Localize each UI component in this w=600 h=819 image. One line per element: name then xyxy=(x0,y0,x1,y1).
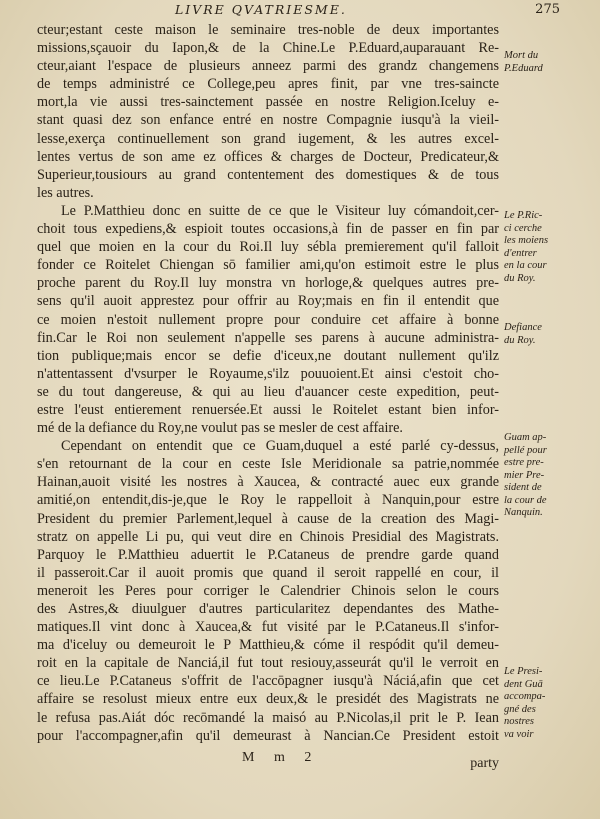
text-line: stratz on appelle Li pu, qui veut dire en Chinois Presidial des Magistrats. xyxy=(37,528,499,545)
text-line: cteur,aiant l'espace de plusieurs anneez parmi des grandz changemens xyxy=(37,58,499,75)
margin-note-line: du Roy. xyxy=(504,272,536,284)
text-line: matiques.Il vint donc à Xaucea,& fut visité par le P.Cataneus.Il s'infor- xyxy=(37,619,499,636)
paragraph xyxy=(37,202,499,437)
text-line: estre l'eust entierement renuersée.Et aussi le Roitelet estant bien infor- xyxy=(37,401,499,418)
text-line: meneroit les Peres pour corriger le Calendrier Chinois selon le cours xyxy=(37,582,499,599)
margin-note-line: accompa- xyxy=(504,691,546,702)
text-line: Hainan,auoit visité les nostres à Xaucea, & contracté auec eux grande xyxy=(37,474,499,491)
text-line: lesse,exerça continuellement son grand iugement, & les autres excel- xyxy=(37,130,499,147)
text-line: le refusa pas.Aiát dóc recōmandé la maisó au P.Nicolas,il prit le P. Iean xyxy=(37,709,499,726)
margin-note-line: nostres xyxy=(504,716,534,727)
text-line: cteur;estant ceste maison le seminaire tres-noble de deux importantes xyxy=(37,22,499,38)
text-line: se du tout dangereuse, & qui au lieu d'auancer ceste expedition, peut- xyxy=(37,383,499,400)
margin-note-line: Defiance xyxy=(504,322,542,333)
text-line: fin.Car le Roi non seulement n'appelle ses parens à aucune administra- xyxy=(37,329,499,346)
text-line: n'attentassent d'vsurper le Royaume,s'ilz pouuoient.Et ainsi c'estoit cho- xyxy=(37,365,499,382)
margin-note-line: d'entrer xyxy=(504,247,537,259)
text-line: Superieur,tousiours au grand contentement des domestiques & de tous xyxy=(37,166,499,183)
main-text xyxy=(37,21,499,745)
margin-note-line: Guam ap- xyxy=(504,432,547,443)
paragraph xyxy=(37,437,499,745)
text-line: ce lieu.Le P.Cataneus s'offrit de l'accōpagner iusqu'à Náciá,afin que cet xyxy=(37,673,499,690)
margin-note-line: la cour de xyxy=(504,494,547,506)
margin-note-line: Mort du xyxy=(504,50,539,61)
margin-note-line: gné des xyxy=(504,703,536,715)
signature-mark: M m 2 xyxy=(242,750,320,765)
margin-note-line: pellé pour xyxy=(504,444,547,456)
text-line: Le P.Matthieu donc en suitte de ce que le Visiteur luy cómandoit,cer- xyxy=(61,202,499,219)
text-line: Parquoy le P.Matthieu aduertit le P.Cataneus de prendre garde quand xyxy=(37,546,499,563)
text-line: missions,sçauoir du Iapon,& de la Chine.Le P.Eduard,auparauant Re- xyxy=(37,40,499,57)
text-line: lentes vertus de son ame ez offices & charges de Docteur, Predicateur,& xyxy=(37,148,499,165)
text-line: de temps administré ce College,peu apres finit, par vne tres-saincte xyxy=(37,76,499,93)
text-line: ce moien n'estoit nullement propre pour conduire cet affaire à bonne xyxy=(37,311,499,328)
text-line: amitié,on entendit,dis-je,que le Roy le rappelloit à Nanquin,pour estre xyxy=(37,492,499,509)
page-header xyxy=(40,2,560,20)
margin-note-line: Le Presi- xyxy=(504,666,543,677)
margin-note-line: va voir xyxy=(504,728,534,740)
text-line: s'en retournant de la cour en ceste Isle Meridionale sa patrie,nommée xyxy=(37,456,499,473)
text-line: mort,la vie aussi tres-sainctement passée en nostre Religion.Iceluy e- xyxy=(37,94,499,111)
text-line: les autres. xyxy=(37,184,94,201)
text-line: il passeroit.Car il auoit promis que quand il seroit rappellé en cour, il xyxy=(37,564,499,581)
text-line: sens qu'il auoit apprestez pour offrir au Roy;mais en fin il entendit que xyxy=(37,293,499,310)
text-line: fonder ce Roitelet Chiengan sō familier ami,qu'on estimoit estre le plus xyxy=(37,257,499,274)
page-number: 275 xyxy=(535,2,560,17)
text-line: Cependant on entendit que ce Guam,duquel a esté parlé cy-dessus, xyxy=(61,438,499,455)
margin-note-line: Le P.Ric- xyxy=(504,210,543,221)
margin-note-line: sident de xyxy=(504,482,542,493)
text-line: ma d'iceluy ou demeuroit le P Matthieu,& cóme il respódit qu'il demeu- xyxy=(37,637,499,654)
running-title: LIVRE QVATRIESME. xyxy=(175,2,347,17)
margin-note-mort-du-p-eduard xyxy=(504,50,588,75)
catchword: party xyxy=(470,756,499,771)
margin-note-line: ci cerche xyxy=(504,222,542,234)
margin-note-line: P.Eduard xyxy=(504,62,543,74)
margin-note-line: du Roy. xyxy=(504,334,536,346)
margin-note-line: en la cour xyxy=(504,260,547,271)
text-line: President du premier Parlement,lequel à cause de la creation des Magi- xyxy=(37,510,499,527)
margin-note-le-president-guam xyxy=(504,666,588,741)
margin-note-line: les moiens xyxy=(504,235,549,246)
paragraph xyxy=(37,21,499,202)
text-line: stant quasi dez son enfance entré en nostre Compagnie iusqu'à la vieil- xyxy=(37,112,499,129)
margin-note-guam-appelle xyxy=(504,432,588,520)
margin-note-line: dent Guā xyxy=(504,678,543,690)
text-line: choit tous expediens,& espioit toutes occasions,à fin de passer en fin par xyxy=(37,221,499,238)
text-line: roit en la capitale de Nanciá,il fut tout resiouy,asseurát qu'il le verroit en xyxy=(37,655,499,672)
margin-note-line: estre pre- xyxy=(504,457,544,468)
text-line: affaire se resolust mieux entre eux deux,& le presidét des Magistrats ne xyxy=(37,691,499,708)
text-line: mé de la defiance du Roy,ne voulut pas se mesler de cest affaire. xyxy=(37,420,403,437)
text-line: des Astres,& diuulguer d'autres particularitez dependantes des Mathe- xyxy=(37,601,499,617)
text-line: proche parent du Roy.Il luy monstra vn horloge,& quelques autres pre- xyxy=(37,275,499,292)
text-line: pour l'accompagner,afin qu'il demeurast à Nancian.Ce President estoit xyxy=(37,727,499,744)
margin-note-le-p-ricci-cerche xyxy=(504,210,588,285)
page-footer xyxy=(37,750,499,770)
margin-note-line: mier Pre- xyxy=(504,469,545,481)
margin-note-defiance-du-roy xyxy=(504,322,588,347)
margin-note-line: Nanquin. xyxy=(504,507,543,518)
text-line: tion publique;mais encor se defie d'iceux,ne doutant nullement qu'ilz xyxy=(37,347,499,364)
text-line: quel que moien en la cour du Roi.Il luy sébla premierement qu'il falloit xyxy=(37,239,499,256)
